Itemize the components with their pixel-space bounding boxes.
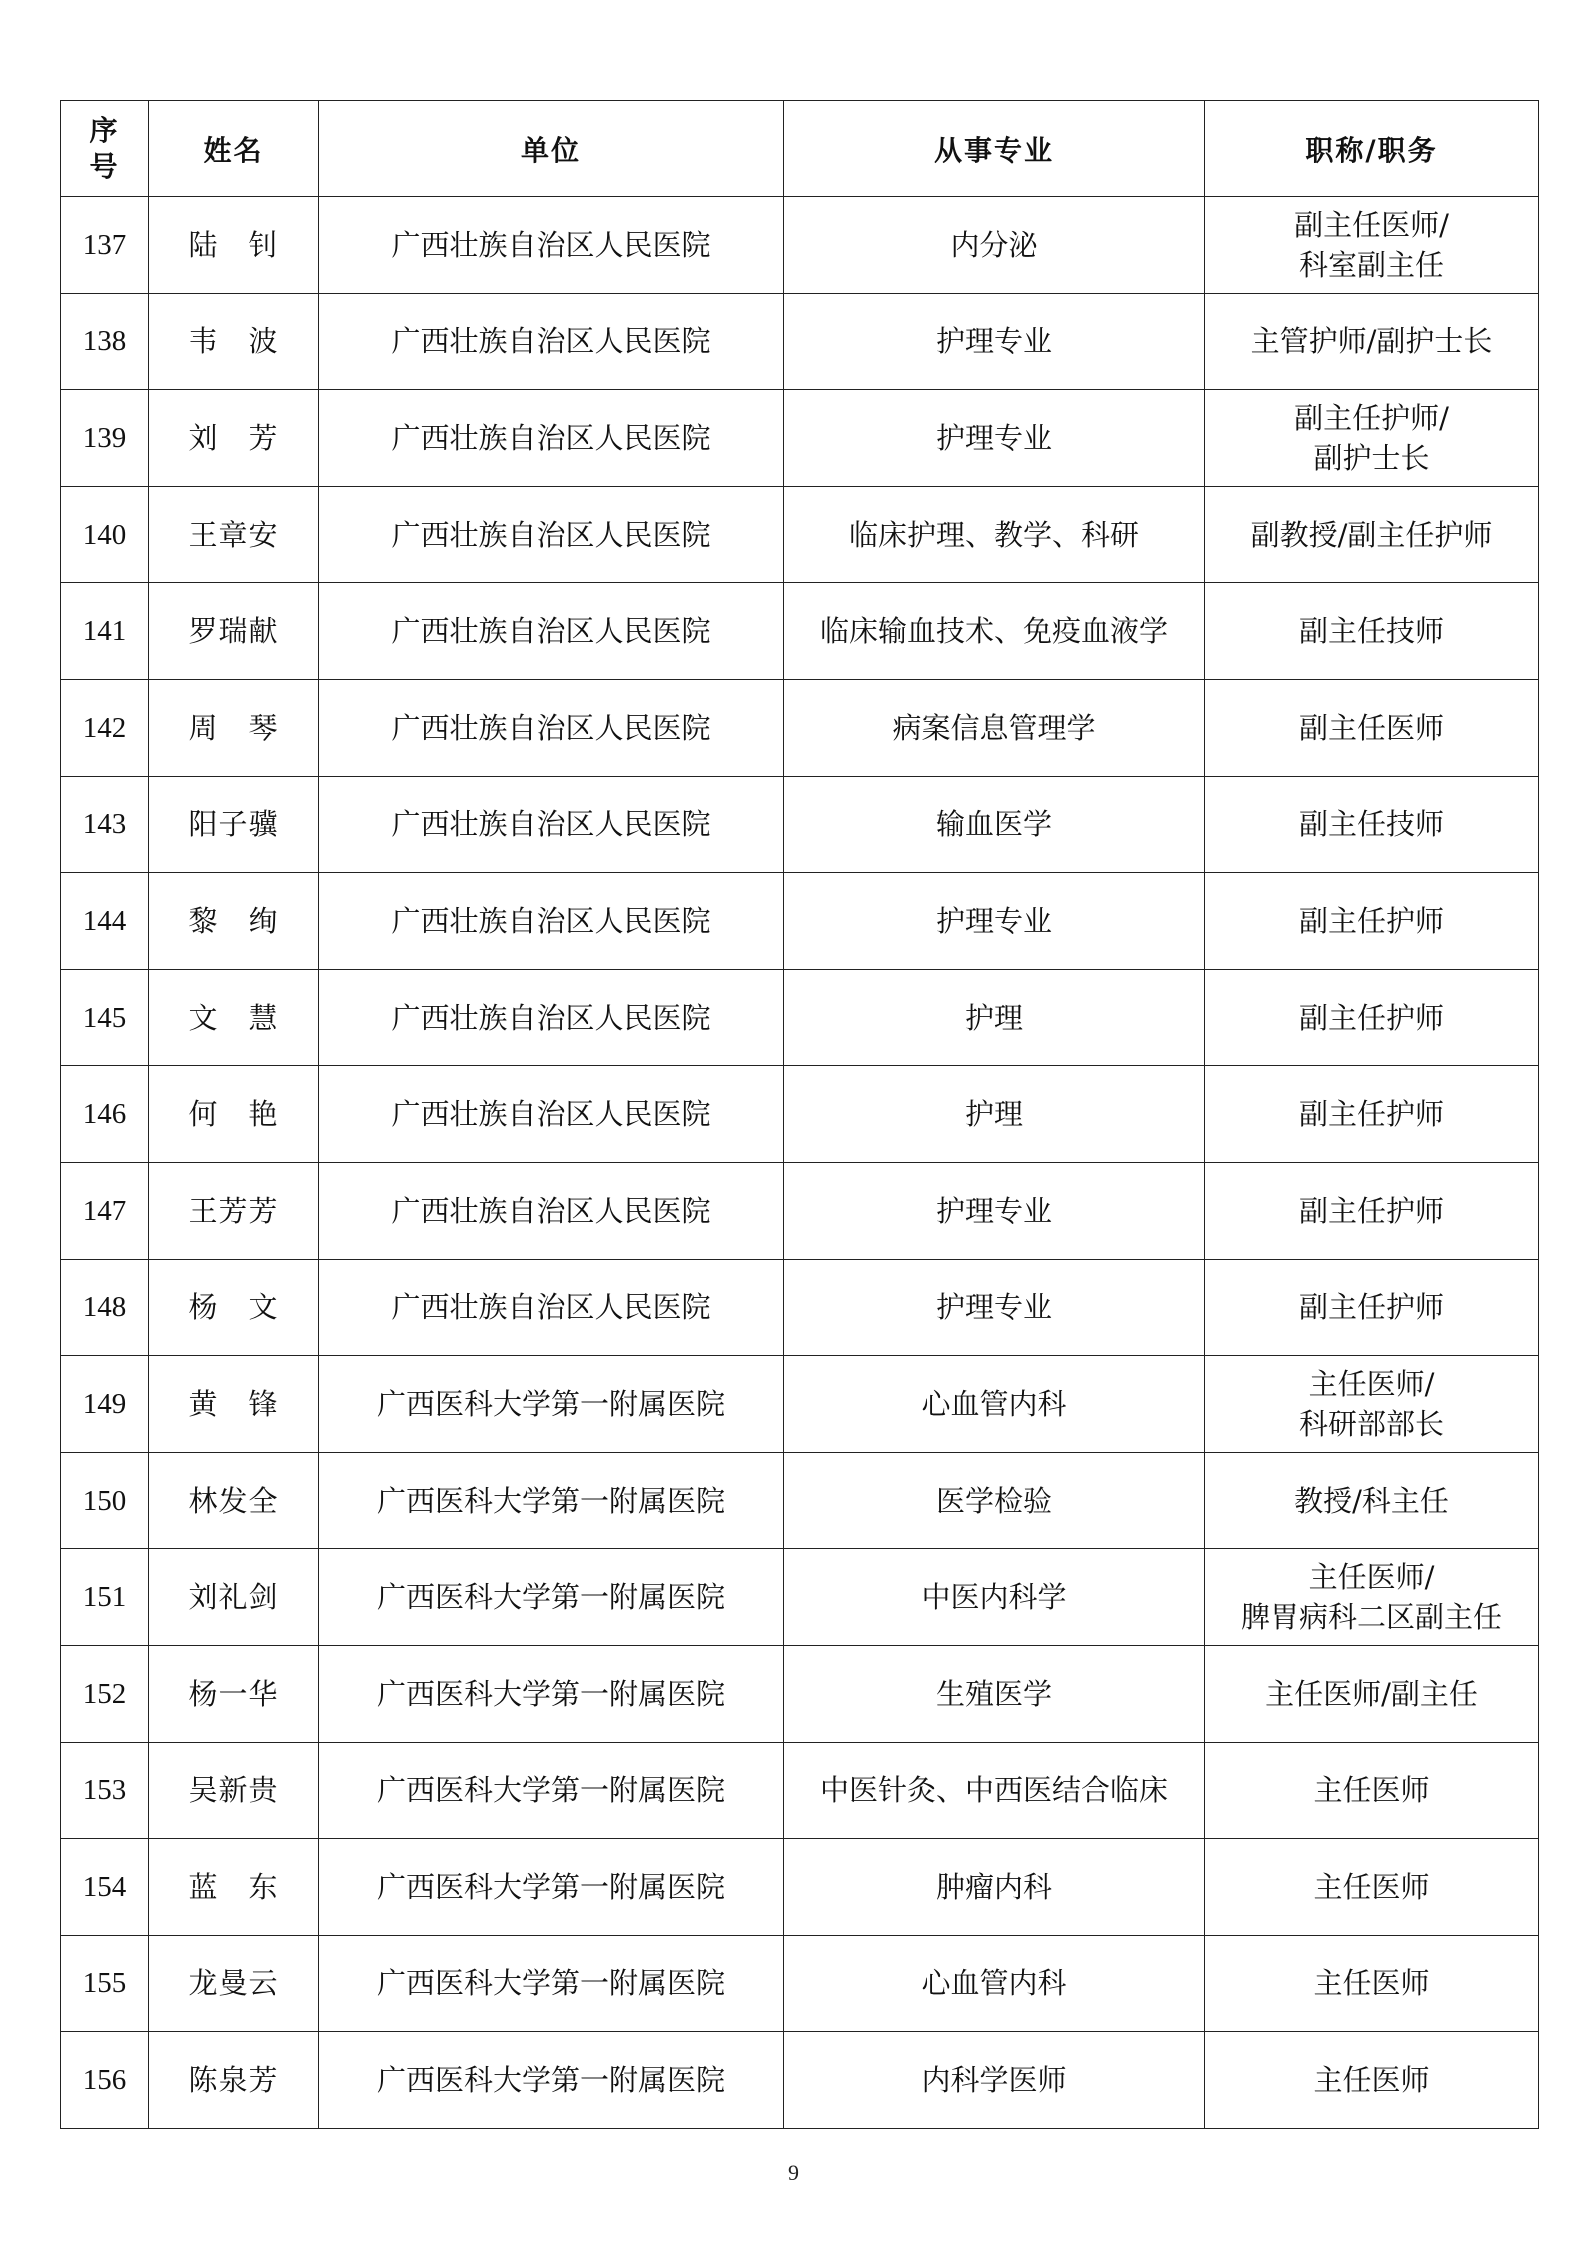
cell-title — [1205, 390, 1539, 487]
cell-unit: 广西医科大学第一附属医院 — [319, 1356, 784, 1453]
title-line: 主任医师/ — [1308, 1560, 1435, 1595]
table-row — [61, 1839, 1539, 1936]
cell-specialty: 内科学医师 — [784, 2032, 1205, 2129]
cell-name: 周 琴 — [149, 679, 319, 776]
personnel-table — [60, 100, 1539, 2129]
title-line: 副主任护师 — [1298, 903, 1444, 938]
cell-title — [1205, 197, 1539, 294]
cell-seq: 143 — [61, 776, 149, 873]
cell-unit: 广西壮族自治区人民医院 — [319, 583, 784, 680]
cell-specialty: 中医针灸、中西医结合临床 — [784, 1742, 1205, 1839]
cell-title — [1205, 1645, 1539, 1742]
table-row — [61, 2032, 1539, 2129]
table-header-row — [61, 101, 1539, 197]
cell-specialty: 内分泌 — [784, 197, 1205, 294]
title-line: 副主任护师 — [1298, 1290, 1444, 1325]
cell-title — [1205, 2032, 1539, 2129]
cell-seq: 148 — [61, 1259, 149, 1356]
cell-specialty: 肿瘤内科 — [784, 1839, 1205, 1936]
page-number: 9 — [788, 2160, 799, 2185]
cell-unit: 广西医科大学第一附属医院 — [319, 1549, 784, 1646]
cell-seq: 142 — [61, 679, 149, 776]
cell-seq: 152 — [61, 1645, 149, 1742]
cell-unit: 广西壮族自治区人民医院 — [319, 969, 784, 1066]
title-line: 主任医师 — [1313, 1966, 1430, 2001]
title-line: 主任医师 — [1313, 1869, 1430, 1904]
cell-title — [1205, 1549, 1539, 1646]
cell-name: 刘 芳 — [149, 390, 319, 487]
table-row — [61, 1066, 1539, 1163]
cell-name: 罗瑞献 — [149, 583, 319, 680]
cell-seq: 155 — [61, 1935, 149, 2032]
cell-unit: 广西壮族自治区人民医院 — [319, 390, 784, 487]
cell-title — [1205, 1935, 1539, 2032]
cell-seq: 154 — [61, 1839, 149, 1936]
title-line: 科研部部长 — [1298, 1406, 1444, 1441]
table-row — [61, 583, 1539, 680]
cell-specialty: 中医内科学 — [784, 1549, 1205, 1646]
cell-specialty: 医学检验 — [784, 1452, 1205, 1549]
cell-seq: 139 — [61, 390, 149, 487]
cell-seq: 138 — [61, 293, 149, 390]
cell-title — [1205, 969, 1539, 1066]
cell-seq: 153 — [61, 1742, 149, 1839]
cell-name: 龙曼云 — [149, 1935, 319, 2032]
cell-seq: 137 — [61, 197, 149, 294]
cell-unit: 广西壮族自治区人民医院 — [319, 1066, 784, 1163]
table-row — [61, 679, 1539, 776]
cell-unit: 广西壮族自治区人民医院 — [319, 873, 784, 970]
table-row — [61, 1162, 1539, 1259]
cell-specialty: 生殖医学 — [784, 1645, 1205, 1742]
title-line: 主任医师/ — [1308, 1366, 1435, 1401]
cell-seq: 145 — [61, 969, 149, 1066]
cell-unit: 广西医科大学第一附属医院 — [319, 1839, 784, 1936]
table-row — [61, 1259, 1539, 1356]
cell-name: 王章安 — [149, 486, 319, 583]
cell-unit: 广西壮族自治区人民医院 — [319, 197, 784, 294]
cell-unit: 广西医科大学第一附属医院 — [319, 1645, 784, 1742]
header-specialty: 从事专业 — [784, 101, 1205, 197]
cell-unit: 广西医科大学第一附属医院 — [319, 1935, 784, 2032]
title-line: 副护士长 — [1313, 440, 1430, 475]
cell-seq: 146 — [61, 1066, 149, 1163]
cell-title — [1205, 583, 1539, 680]
cell-specialty: 输血医学 — [784, 776, 1205, 873]
title-line: 副主任技师 — [1298, 807, 1444, 842]
cell-seq: 149 — [61, 1356, 149, 1453]
cell-specialty: 护理专业 — [784, 390, 1205, 487]
table-row — [61, 873, 1539, 970]
table-row — [61, 776, 1539, 873]
cell-name: 杨一华 — [149, 1645, 319, 1742]
cell-name: 韦 波 — [149, 293, 319, 390]
cell-title — [1205, 1162, 1539, 1259]
table-row — [61, 1356, 1539, 1453]
table-row — [61, 1742, 1539, 1839]
cell-name: 陈泉芳 — [149, 2032, 319, 2129]
title-line: 教授/科主任 — [1294, 1483, 1449, 1518]
cell-specialty: 护理专业 — [784, 1259, 1205, 1356]
cell-name: 王芳芳 — [149, 1162, 319, 1259]
title-line: 副主任护师/ — [1294, 400, 1449, 435]
cell-name: 刘礼剑 — [149, 1549, 319, 1646]
cell-title — [1205, 1452, 1539, 1549]
cell-title — [1205, 1742, 1539, 1839]
cell-name: 文 慧 — [149, 969, 319, 1066]
cell-title — [1205, 293, 1539, 390]
cell-seq: 147 — [61, 1162, 149, 1259]
header-title: 职称/职务 — [1205, 101, 1539, 197]
table-row — [61, 486, 1539, 583]
cell-title — [1205, 1066, 1539, 1163]
table-row — [61, 390, 1539, 487]
cell-title — [1205, 1259, 1539, 1356]
cell-unit: 广西壮族自治区人民医院 — [319, 1162, 784, 1259]
cell-seq: 140 — [61, 486, 149, 583]
cell-name: 黄 锋 — [149, 1356, 319, 1453]
cell-seq: 150 — [61, 1452, 149, 1549]
title-line: 副主任护师 — [1298, 1193, 1444, 1228]
cell-seq: 151 — [61, 1549, 149, 1646]
cell-unit: 广西壮族自治区人民医院 — [319, 293, 784, 390]
cell-name: 蓝 东 — [149, 1839, 319, 1936]
table-row — [61, 1645, 1539, 1742]
table-row — [61, 1935, 1539, 2032]
cell-specialty: 心血管内科 — [784, 1356, 1205, 1453]
cell-name: 杨 文 — [149, 1259, 319, 1356]
cell-title — [1205, 1839, 1539, 1936]
title-line: 副教授/副主任护师 — [1250, 517, 1493, 552]
cell-name: 阳子骥 — [149, 776, 319, 873]
title-line: 副主任护师 — [1298, 1097, 1444, 1132]
cell-unit: 广西医科大学第一附属医院 — [319, 1452, 784, 1549]
title-line: 主管护师/副护士长 — [1250, 324, 1493, 359]
cell-specialty: 护理专业 — [784, 293, 1205, 390]
header-name: 姓名 — [149, 101, 319, 197]
title-line: 主任医师/副主任 — [1265, 1676, 1478, 1711]
table-row — [61, 1549, 1539, 1646]
cell-title — [1205, 486, 1539, 583]
title-line: 脾胃病科二区副主任 — [1240, 1600, 1502, 1635]
header-seq: 序号 — [61, 101, 149, 197]
title-line: 副主任医师 — [1298, 710, 1444, 745]
cell-title — [1205, 873, 1539, 970]
title-line: 副主任医师/ — [1294, 207, 1449, 242]
table-row — [61, 293, 1539, 390]
cell-specialty: 护理 — [784, 969, 1205, 1066]
cell-unit: 广西医科大学第一附属医院 — [319, 1742, 784, 1839]
cell-specialty: 护理专业 — [784, 1162, 1205, 1259]
cell-seq: 144 — [61, 873, 149, 970]
title-line: 副主任技师 — [1298, 614, 1444, 649]
cell-name: 吴新贵 — [149, 1742, 319, 1839]
cell-unit: 广西壮族自治区人民医院 — [319, 1259, 784, 1356]
title-line: 科室副主任 — [1298, 247, 1444, 282]
cell-specialty: 心血管内科 — [784, 1935, 1205, 2032]
title-line: 主任医师 — [1313, 2063, 1430, 2098]
cell-title — [1205, 1356, 1539, 1453]
cell-unit: 广西壮族自治区人民医院 — [319, 486, 784, 583]
cell-specialty: 护理专业 — [784, 873, 1205, 970]
cell-name: 林发全 — [149, 1452, 319, 1549]
cell-unit: 广西壮族自治区人民医院 — [319, 776, 784, 873]
cell-seq: 156 — [61, 2032, 149, 2129]
cell-seq: 141 — [61, 583, 149, 680]
table-body — [61, 197, 1539, 2129]
cell-unit: 广西壮族自治区人民医院 — [319, 679, 784, 776]
table-row — [61, 1452, 1539, 1549]
cell-title — [1205, 679, 1539, 776]
cell-specialty: 护理 — [784, 1066, 1205, 1163]
cell-title — [1205, 776, 1539, 873]
cell-specialty: 临床护理、教学、科研 — [784, 486, 1205, 583]
cell-specialty: 病案信息管理学 — [784, 679, 1205, 776]
cell-unit: 广西医科大学第一附属医院 — [319, 2032, 784, 2129]
cell-name: 陆 钊 — [149, 197, 319, 294]
cell-name: 何 艳 — [149, 1066, 319, 1163]
table-row — [61, 197, 1539, 294]
cell-specialty: 临床输血技术、免疫血液学 — [784, 583, 1205, 680]
title-line: 主任医师 — [1313, 1773, 1430, 1808]
header-unit: 单位 — [319, 101, 784, 197]
title-line: 副主任护师 — [1298, 1000, 1444, 1035]
table-row — [61, 969, 1539, 1066]
cell-name: 黎 绚 — [149, 873, 319, 970]
